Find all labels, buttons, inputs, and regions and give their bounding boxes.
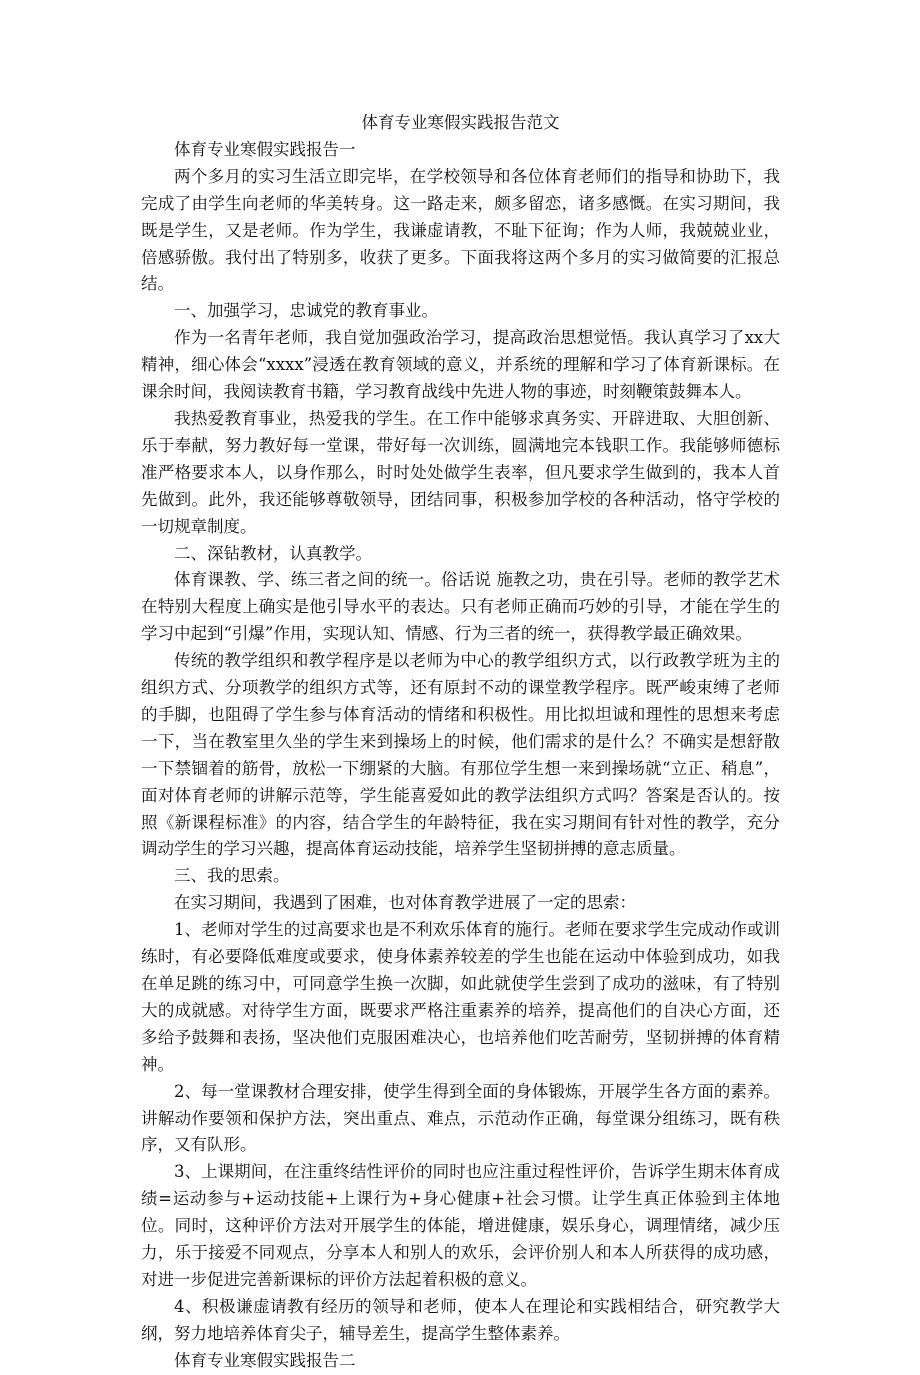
paragraph-heading-study: 一、加强学习，忠诚党的教育事业。 bbox=[174, 301, 438, 321]
paragraph-heading-reflection: 三、我的思索。 bbox=[174, 866, 290, 886]
paragraph-reflection-intro: 在实习期间，我遇到了困难，也对体育教学进展了一定的思索： bbox=[174, 893, 636, 913]
paragraph-section-heading-2: 体育专业寒假实践报告二 bbox=[174, 1350, 356, 1370]
paragraph-section-heading-1: 体育专业寒假实践报告一 bbox=[174, 139, 356, 159]
paragraph-reflection-2: 2、每一堂课教材合理安排，使学生得到全面的身体锻炼，开展学生各方面的素养。讲解动作要领和保护方法，突出重点、难点，示范动作正确，每堂课分组练习，既有秩序，又有队形。 bbox=[141, 1081, 780, 1155]
document-title: 体育专业寒假实践报告范文 bbox=[361, 113, 560, 132]
paragraph-heading-teaching: 二、深钻教材，认真教学。 bbox=[174, 543, 372, 563]
paragraph-intro: 两个多月的实习生活立即完毕，在学校领导和各位体育老师们的指导和协助下，我完成了由学生向老师的华美转身。这一路走来，颇多留恋，诸多感慨。在实习期间，我既是学生，又是老师。作为学生，我谦虚请教，不耻下征询；作为人师，我兢兢业业，倍感骄傲。我付出了特别多，收获了更多。下面我将这两个多月的实习做简要的汇报总结。 bbox=[141, 166, 780, 294]
paragraph-study-1: 作为一名青年老师，我自觉加强政治学习，提高政治思想觉悟。我认真学习了xx大精神，细心体会“xxxx”浸透在教育领域的意义，并系统的理解和学习了体育新课标。在课余时间，我阅读教育书籍，学习教育战线中先进人物的事迹，时刻鞭策鼓舞本人。 bbox=[141, 328, 780, 402]
paragraph-teaching-2: 传统的教学组织和教学程序是以老师为中心的教学组织方式，以行政教学班为主的组织方式、分项教学的组织方式等，还有原封不动的课堂教学程序。既严峻束缚了老师的手脚，也阻碍了学生参与体育活动的情绪和积极性。用比拟坦诚和理性的思想来考虑一下，当在教室里久坐的学生来到操场上的时候，他们需求的是什么？不确实是想舒散一下禁锢着的筋骨，放松一下绷紧的大脑。有那位学生想一来到操场就“立正、稍息”，面对体育老师的讲解示范等，学生能喜爱如此的教学法组织方式吗？答案是否认的。按照《新课程标准》的内容，结合学生的年龄特征，我在实习期间有针对性的教学，充分调动学生的学习兴趣，提高体育运动技能，培养学生坚韧拼搏的意志质量。 bbox=[141, 651, 780, 859]
paragraph-reflection-3: 3、上课期间，在注重终结性评价的同时也应注重过程性评价，告诉学生期末体育成绩=运动参与+运动技能+上课行为+身心健康+社会习惯。让学生真正体验到主体地位。同时，这种评价方法对开展学生的体能，增进健康，娱乐身心，调理情绪，减少压力，乐于接爱不同观点，分享本人和别人的欢乐，会评价别人和本人所获得的成功感，对进一步促进完善新课标的评价方法起着积极的意义。 bbox=[141, 1162, 780, 1289]
paragraph-reflection-4: 4、积极谦虚请教有经历的领导和老师，使本人在理论和实践相结合，研究教学大纲，努力地培养体育尖子，辅导差生，提高学生整体素养。 bbox=[141, 1296, 780, 1343]
paragraph-reflection-1: 1、老师对学生的过高要求也是不利欢乐体育的施行。老师在要求学生完成动作或训练时，有必要降低难度或要求，使身体素养较差的学生也能在运动中体验到成功，如我在单足跳的练习中，可同意学生换一次脚，如此就使学生尝到了成功的滋味，有了特别大的成就感。对待学生方面，既要求严格注重素养的培养，提高他们的自决心方面，还多给予鼓舞和表扬，坚决他们克服困难决心，也培养他们吃苦耐劳，坚韧拼搏的体育精神。 bbox=[141, 920, 780, 1074]
paragraph-study-2: 我热爱教育事业，热爱我的学生。在工作中能够求真务实、开辟进取、大胆创新、乐于奉献，努力教好每一堂课，带好每一次训练，圆满地完本钱职工作。我能够师德标准严格要求本人，以身作那么，时时处处做学生表率，但凡要求学生做到的，我本人首先做到。此外，我还能够尊敬领导，团结同事，积极参加学校的各种活动，恪守学校的一切规章制度。 bbox=[141, 408, 780, 536]
paragraph-teaching-1: 体育课教、学、练三者之间的统一。俗话说 施教之功，贵在引导。老师的教学艺术在特别大程度上确实是他引导水平的表达。只有老师正确而巧妙的引导，才能在学生的学习中起到“引爆”作用，实现认知、情感、行为三者的统一，获得教学最正确效果。 bbox=[141, 570, 780, 644]
